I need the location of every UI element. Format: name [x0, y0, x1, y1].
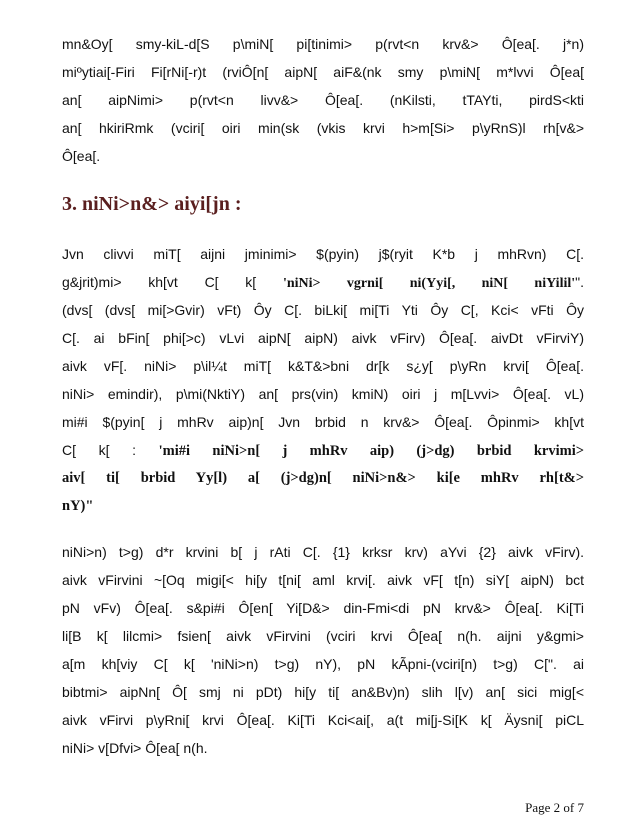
page-number: Page 2 of 7 [525, 800, 584, 815]
text-line: aivk vFirvi p\yRni[ krvi Ô[ea[. Ki[Ti Kci<ai[, a(t mi[j-Si[K k[ Äysni[ piCL [62, 712, 584, 728]
text-line: pN vFv) Ô[ea[. s&pi#i Ô[en[ Yi[D&> din-Fmi<di pN krv&> Ô[ea[. Ki[Ti [62, 600, 584, 616]
text-run: aivk vF[. niNi> p\il¼t miT[ k&T&>bni dr[k s¿y[ p\yRn krvi[ Ô[ea[. [62, 358, 584, 374]
paragraph-gap [62, 520, 584, 538]
text-line [62, 296, 584, 324]
text-line: an[ hkiriRmk (vciri[ oiri min(sk (vkis krvi h>m[Si> p\yRnS)l rh[v&> [62, 120, 584, 136]
text-run: ". [575, 274, 584, 290]
text-line: miºytiai[-Firi Fi[rNi[-r)t (rviÔ[n[ aipN[ aiF&(nk smy p\miN[ m*lvvi Ô[ea[ [62, 64, 584, 80]
text-run: niNi> emindir), p\mi(NktiY) an[ prs(vin) kmiN) oiri j m[Lvvi> Ô[ea[. vL) [62, 386, 584, 402]
text-line [62, 352, 584, 380]
paragraph-1 [62, 30, 584, 170]
text-line: an[ aipNimi> p(rvt<n livv&> Ô[ea[. (nKilsti, tTAYti, pirdS<kti [62, 92, 584, 108]
text-line [62, 408, 584, 436]
section-heading: 3. niNi>n&> aiyi[jn : [62, 193, 242, 215]
text-run: mi#i $(pyin[ j mhRv aip)n[ Jvn brbid n krv&> Ô[ea[. Ôpinmi> kh[vt [62, 414, 584, 430]
text-line: a[m kh[viy C[ k[ 'niNi>n) t>g) nY), pN kÃpni-(vciri[n) t>g) C[". ai [62, 656, 584, 672]
bold-quote-line: aiv[ ti[ brbid Yy[l) a[ (j>dg)n[ niNi>n&> ki[e mhRv rh[t&> [62, 470, 584, 486]
text-run: (dvs[ (dvs[ mi[>Gvir) vFt) Ôy C[. biLki[ mi[Ti Yti Ôy C[, Kci< vFti Ôy [62, 302, 584, 318]
bold-quote: 'mi#i niNi>n[ j mhRv aip) (j>dg) brbid krvimi> [158, 443, 584, 459]
text-line: bibtmi> aipNn[ Ô[ smj ni pDt) hi[y ti[ an&Bv)n) slih l[v) an[ sici mig[< [62, 684, 584, 700]
text-line [62, 268, 584, 296]
text-line: mn&Oy[ smy-kiL-d[S p\miN[ pi[tinimi> p(rvt<n krv&> Ô[ea[. j*n) [62, 36, 584, 52]
text-line [62, 380, 584, 408]
text-run: g&jrit)mi> kh[vt C[ k[ [62, 274, 283, 290]
bold-quote-line: nY)" [62, 498, 94, 514]
text-line [62, 240, 584, 268]
text-run: Jvn clivvi miT[ aijni jminimi> $(pyin) j$(ryit K*b j mhRvn) C[. [62, 246, 584, 262]
text-line: Ô[ea[. [62, 148, 101, 164]
paragraph-2 [62, 240, 584, 520]
text-line: aivk vFirvini ~[Oq migi[< hi[y t[ni[ aml krvi[. aivk vF[ t[n) siY[ aipN) bct [62, 572, 584, 588]
page-content [62, 30, 584, 762]
text-run: C[. ai bFin[ phi[>c) vLvi aipN[ aipN) aivk vFirv) Ô[ea[. aivDt vFirviY) [62, 330, 584, 346]
bold-phrase: 'niNi> vgrni[ ni(Yyi[, niN[ niYilil' [282, 276, 576, 291]
text-line [62, 436, 584, 464]
text-line: niNi> v[Dfvi> Ô[ea[ n(h. [62, 740, 208, 756]
text-line: li[B k[ lilcmi> fsien[ aivk vFirvini (vciri krvi Ô[ea[ n(h. aijni y&gmi> [62, 628, 584, 644]
text-run: C[ k[ : [62, 442, 159, 458]
text-line [62, 324, 584, 352]
paragraph-3 [62, 538, 584, 762]
text-line: niNi>n) t>g) d*r krvini b[ j rAti C[. {1} krksr krv) aYvi {2} aivk vFirv). [62, 544, 584, 560]
